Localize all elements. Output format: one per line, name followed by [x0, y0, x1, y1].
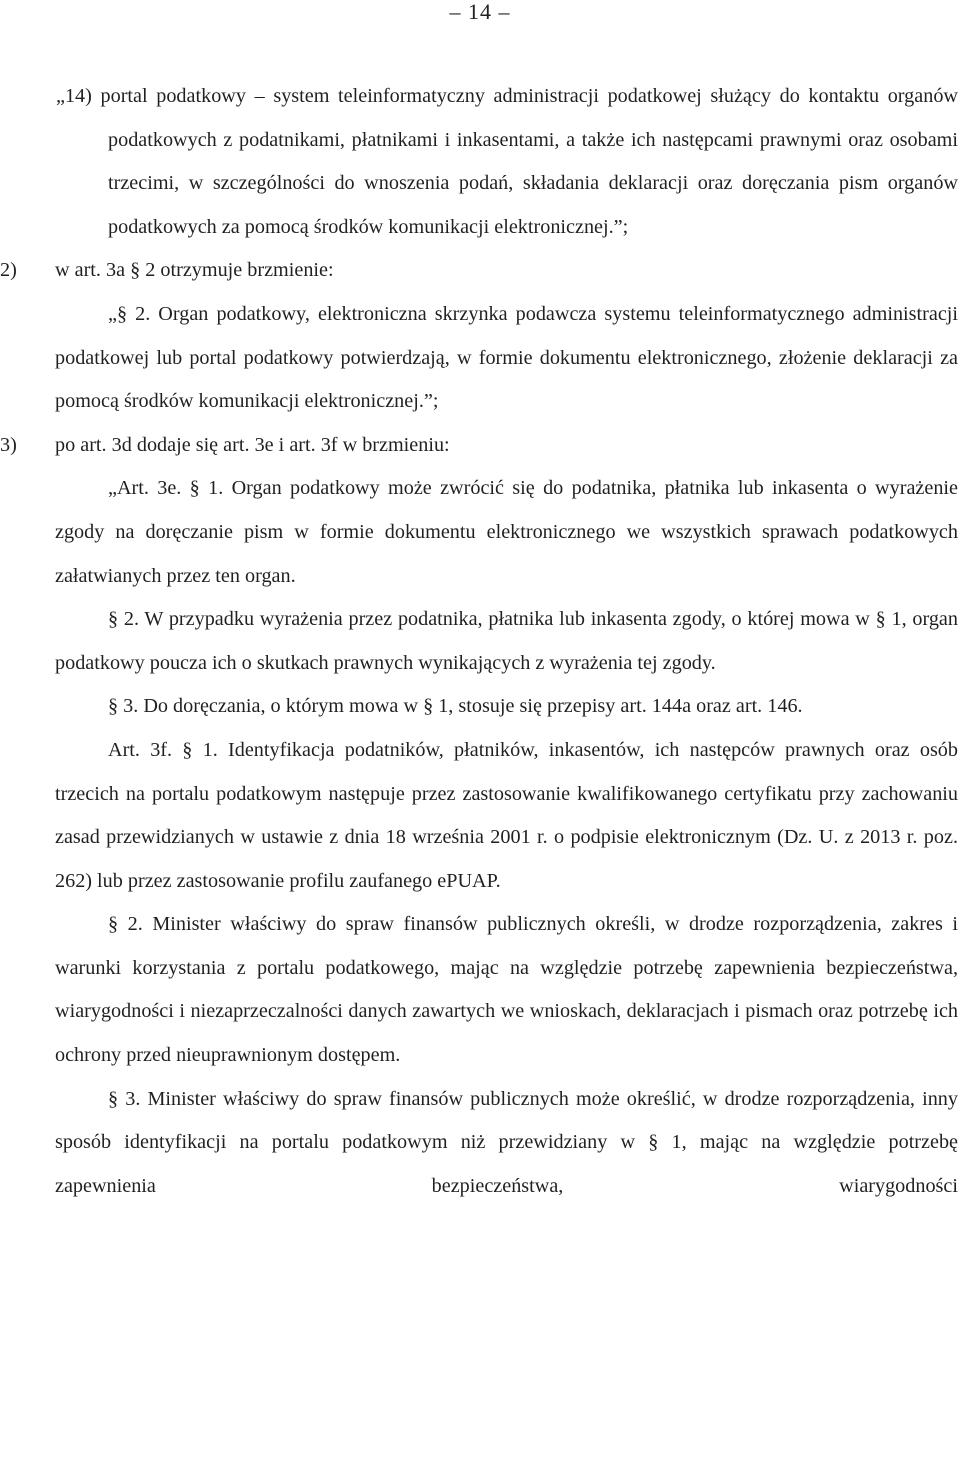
art-3e-section-2-paragraph: § 2. W przypadku wyrażenia przez podatnika, płatnika lub inkasenta zgody, o której mowa w § 1, organ podatkowy poucza ich o skutkach prawnych wynikających z wyrażenia tej zgody.	[55, 608, 958, 674]
page-number: – 14 –	[449, 0, 511, 24]
art-3a-section-2-paragraph: „§ 2. Organ podatkowy, elektroniczna skrzynka podawcza systemu teleinformatycznego administracji podatkowej lub portal podatkowy potwierdzają, w formie dokumentu elektronicznego, złożenie deklaracji za pomocą środków komunikacji elektronicznej.”;	[55, 302, 958, 413]
document-body	[0, 75, 960, 1208]
art-3e-section-3-paragraph: § 3. Do doręczania, o którym mowa w § 1, stosuje się przepisy art. 144a oraz art. 146.	[108, 695, 803, 718]
amendment-item-3	[0, 424, 960, 468]
definition-14-paragraph: „14) portal podatkowy – system teleinformatyczny administracji podatkowej służący do kontaktu organów podatkowych z podatnikami, płatnikami i inkasentami, a także ich następcami prawnymi oraz osobami trzecimi, w szczególności do wnoszenia podań, składania deklaracji oraz doręczania pism organów podatkowych za pomocą środków komunikacji elektronicznej.”;	[56, 85, 958, 238]
item-number: 3)	[0, 433, 17, 456]
art-3f-section-1-paragraph: Art. 3f. § 1. Identyfikacja podatników, płatników, inkasentów, ich następców prawnych oraz osób trzecich na portalu podatkowym następuje przez zastosowanie kwalifikowanego certyfikatu przy zachowaniu zasad przewidzianych w ustawie z dnia 18 września 2001 r. o podpisie elektronicznym (Dz. U. z 2013 r. poz. 262) lub przez zastosowanie profilu zaufanego ePUAP.	[55, 738, 958, 892]
item-text: w art. 3a § 2 otrzymuje brzmienie:	[55, 259, 334, 282]
art-3f-section-2-paragraph: § 2. Minister właściwy do spraw finansów publicznych określi, w drodze rozporządzenia, zakres i warunki korzystania z portalu podatkowego, mając na względzie potrzebę zapewnienia bezpieczeństwa, wiarygodności i niezaprzeczalności danych zawartych we wnioskach, deklaracjach i pismach oraz potrzebę ich ochrony przed nieuprawnionym dostępem.	[55, 913, 958, 1067]
item-number: 2)	[0, 259, 17, 282]
item-text: po art. 3d dodaje się art. 3e i art. 3f w brzmieniu:	[55, 433, 450, 456]
art-3f-section-3-paragraph: § 3. Minister właściwy do spraw finansów publicznych może określić, w drodze rozporządzenia, inny sposób identyfikacji na portalu podatkowym niż przewidziany w § 1, mając na względzie potrzebę zapewnienia bezpieczeństwa, wiarygodności	[55, 1087, 958, 1197]
amendment-item-2	[0, 249, 960, 293]
art-3e-section-1-paragraph: „Art. 3e. § 1. Organ podatkowy może zwrócić się do podatnika, płatnika lub inkasenta o wyrażenie zgody na doręczanie pism w formie dokumentu elektronicznego we wszystkich sprawach podatkowych załatwianych przez ten organ.	[55, 477, 958, 587]
